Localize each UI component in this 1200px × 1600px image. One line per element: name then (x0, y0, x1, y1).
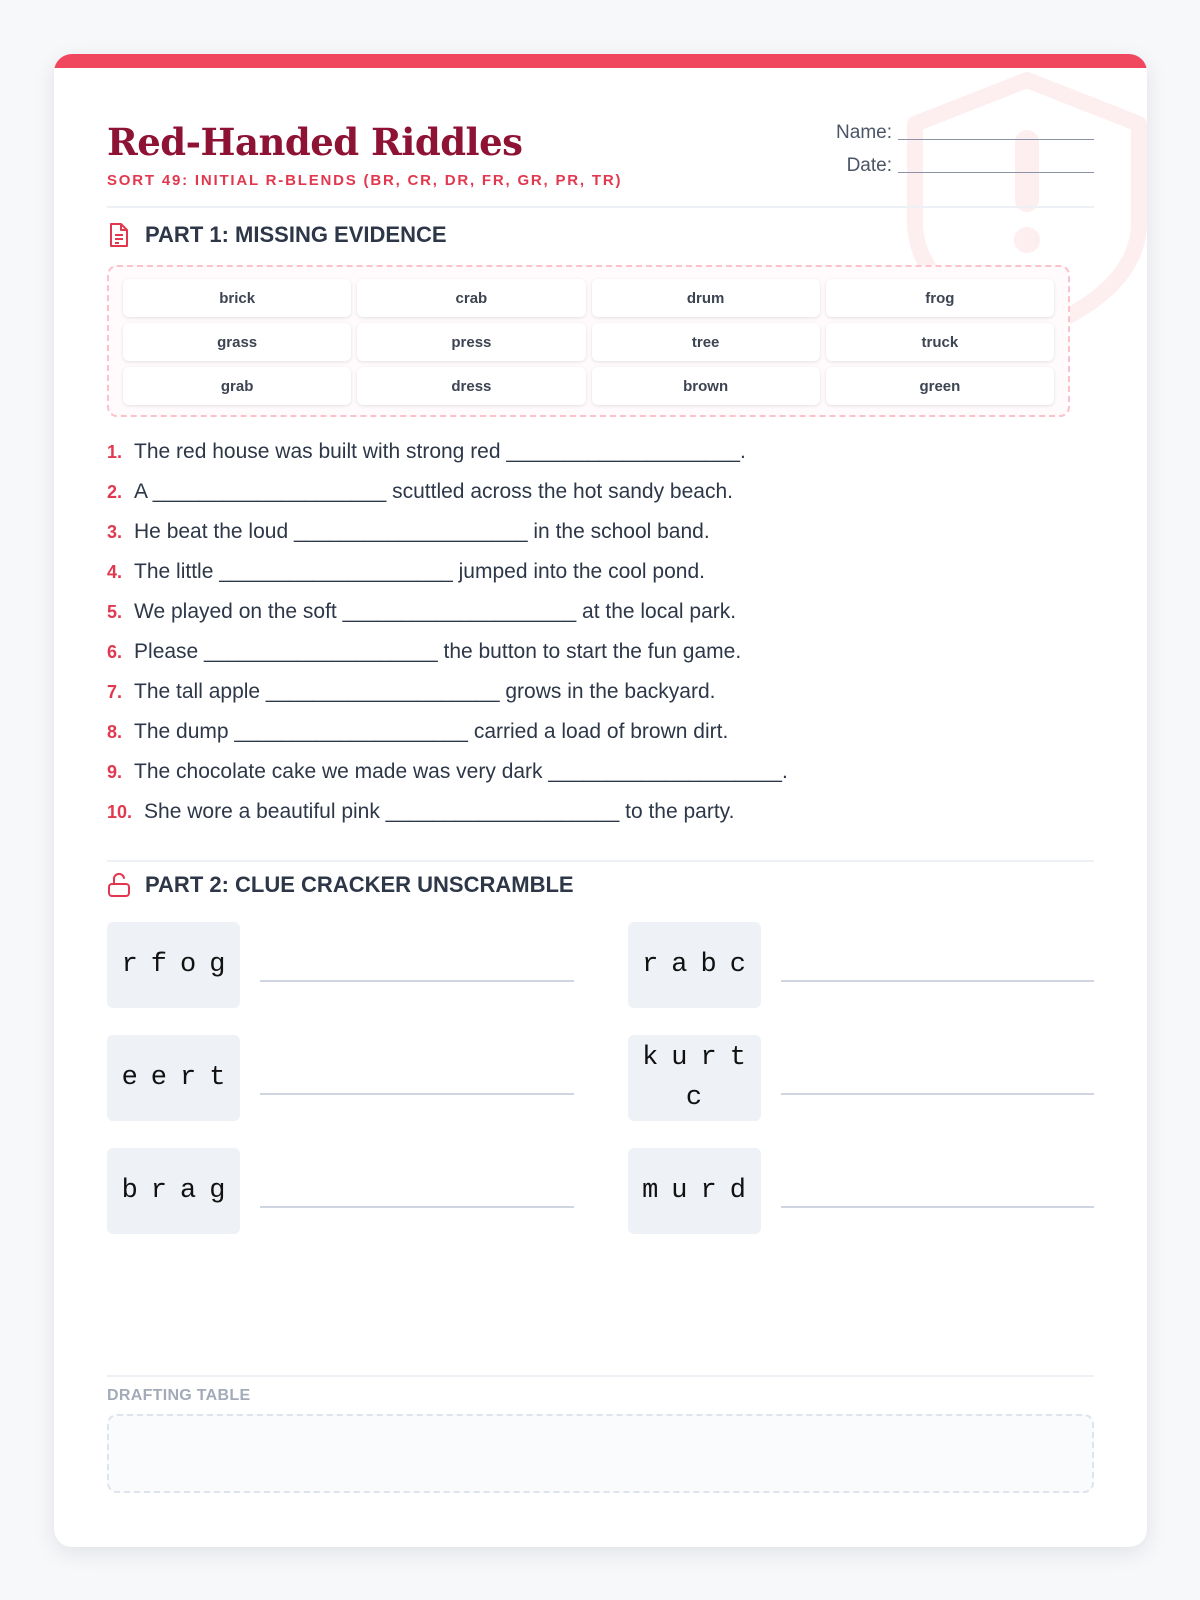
sentence-text[interactable]: He beat the loud ____________________ in the school band. (134, 520, 710, 543)
sentence-text[interactable]: A ____________________ scuttled across the hot sandy beach. (134, 480, 733, 503)
scramble-letter: e (150, 1063, 167, 1093)
answer-line[interactable] (260, 1093, 574, 1095)
sentence-list (107, 432, 1094, 832)
sentence-number: 7. (107, 682, 123, 702)
sentence-text[interactable]: The tall apple ____________________ grows in the backyard. (134, 680, 716, 703)
word-bank-item: press (357, 323, 585, 361)
date-field (847, 155, 1094, 177)
scramble-letter: o (180, 950, 197, 980)
sentence-number: 1. (107, 442, 123, 462)
header-divider (107, 206, 1094, 208)
sentence-text[interactable]: The chocolate cake we made was very dark ____________________. (134, 760, 788, 783)
word-bank-item: brown (592, 367, 820, 405)
sentence-number: 3. (107, 522, 123, 542)
answer-line[interactable] (260, 980, 574, 982)
scramble-letter: g (209, 950, 226, 980)
word-bank-item: drum (592, 279, 820, 317)
scramble-letter: r (700, 1043, 717, 1073)
worksheet (54, 54, 1147, 1547)
drafting-label: DRAFTING TABLE (107, 1387, 251, 1404)
scramble-letter: c (685, 1083, 703, 1113)
scramble-letter: r (700, 1176, 717, 1206)
page-title: Red-Handed Riddles (107, 120, 523, 164)
word-bank-item: grass (123, 323, 351, 361)
scramble-letter: u (671, 1043, 688, 1073)
sentence-item (107, 432, 1094, 472)
drafting-area[interactable] (107, 1414, 1094, 1493)
part2-title: PART 2: CLUE CRACKER UNSCRAMBLE (145, 872, 574, 897)
word-bank-item: frog (826, 279, 1054, 317)
scramble-letter: r (150, 1176, 167, 1206)
date-input-line[interactable] (898, 172, 1094, 173)
answer-line[interactable] (260, 1206, 574, 1208)
scramble-item (107, 1035, 574, 1121)
sentence-number: 10. (107, 802, 133, 822)
scramble-letter: a (180, 1176, 197, 1206)
sentence-number: 6. (107, 642, 123, 662)
answer-line[interactable] (781, 1206, 1095, 1208)
scramble-letter: u (671, 1176, 688, 1206)
sentence-item (107, 672, 1094, 712)
scramble-tile (628, 922, 761, 1008)
scramble-tile (107, 922, 240, 1008)
scramble-letter: b (121, 1176, 138, 1206)
scramble-grid (107, 922, 1094, 1234)
sentence-text[interactable]: We played on the soft ____________________ at the local park. (134, 600, 737, 623)
scramble-item (628, 922, 1095, 1008)
scramble-letter: d (729, 1176, 746, 1206)
word-bank-item: brick (123, 279, 351, 317)
footer-divider (107, 1375, 1094, 1377)
page-subtitle: SORT 49: INITIAL R-BLENDS (BR, CR, DR, FR, GR, PR, TR) (107, 172, 623, 189)
answer-line[interactable] (781, 1093, 1095, 1095)
sentence-item (107, 472, 1094, 512)
scramble-letter: b (700, 950, 717, 980)
scramble-letter: m (642, 1176, 659, 1206)
word-bank-item: tree (592, 323, 820, 361)
date-label: Date: (846, 155, 892, 176)
sentence-text[interactable]: She wore a beautiful pink ____________________ to the party. (144, 800, 735, 823)
scramble-letter: c (729, 950, 746, 980)
scramble-item (107, 1148, 574, 1234)
sentence-item (107, 792, 1094, 832)
scramble-tile (628, 1148, 761, 1234)
sentence-item (107, 552, 1094, 592)
scramble-letter: r (642, 950, 659, 980)
sentence-item (107, 592, 1094, 632)
sentence-item (107, 752, 1094, 792)
answer-line[interactable] (781, 980, 1095, 982)
scramble-tile (628, 1035, 761, 1121)
word-bank-item: grab (123, 367, 351, 405)
sentence-number: 2. (107, 482, 123, 502)
part1-title: PART 1: MISSING EVIDENCE (145, 222, 447, 247)
accent-bar (54, 54, 1147, 68)
sentence-item (107, 712, 1094, 752)
scramble-letter: t (729, 1043, 746, 1073)
scramble-letter: t (209, 1063, 226, 1093)
name-field (836, 122, 1094, 144)
sentence-text[interactable]: The little ____________________ jumped into the cool pond. (134, 560, 705, 583)
scramble-item (628, 1148, 1095, 1234)
scramble-tile (107, 1035, 240, 1121)
scramble-letter: g (209, 1176, 226, 1206)
part2-heading (107, 872, 574, 898)
scramble-letter: e (121, 1063, 138, 1093)
word-bank (107, 265, 1070, 417)
scramble-letter: k (642, 1043, 659, 1073)
scramble-letter: r (180, 1063, 197, 1093)
sentence-text[interactable]: The dump ____________________ carried a load of brown dirt. (134, 720, 729, 743)
name-label: Name: (836, 122, 892, 143)
scramble-item (628, 1035, 1095, 1121)
word-bank-item: dress (357, 367, 585, 405)
sentence-number: 5. (107, 602, 123, 622)
scramble-letter: a (671, 950, 688, 980)
scramble-item (107, 922, 574, 1008)
section-divider (107, 860, 1094, 862)
unlock-icon (107, 872, 131, 898)
word-bank-item: crab (357, 279, 585, 317)
scramble-letter: f (150, 950, 167, 980)
word-bank-item: truck (826, 323, 1054, 361)
sentence-number: 8. (107, 722, 123, 742)
document-icon (107, 222, 131, 248)
sentence-text[interactable]: The red house was built with strong red ____________________. (134, 440, 746, 463)
scramble-tile (107, 1148, 240, 1234)
sentence-number: 9. (107, 762, 123, 782)
part1-heading (107, 222, 447, 248)
sentence-text[interactable]: Please ____________________ the button to start the fun game. (134, 640, 742, 663)
sentence-item (107, 632, 1094, 672)
sentence-number: 4. (107, 562, 123, 582)
scramble-letter: r (121, 950, 138, 980)
word-bank-item: green (826, 367, 1054, 405)
sentence-item (107, 512, 1094, 552)
name-input-line[interactable] (898, 139, 1094, 140)
